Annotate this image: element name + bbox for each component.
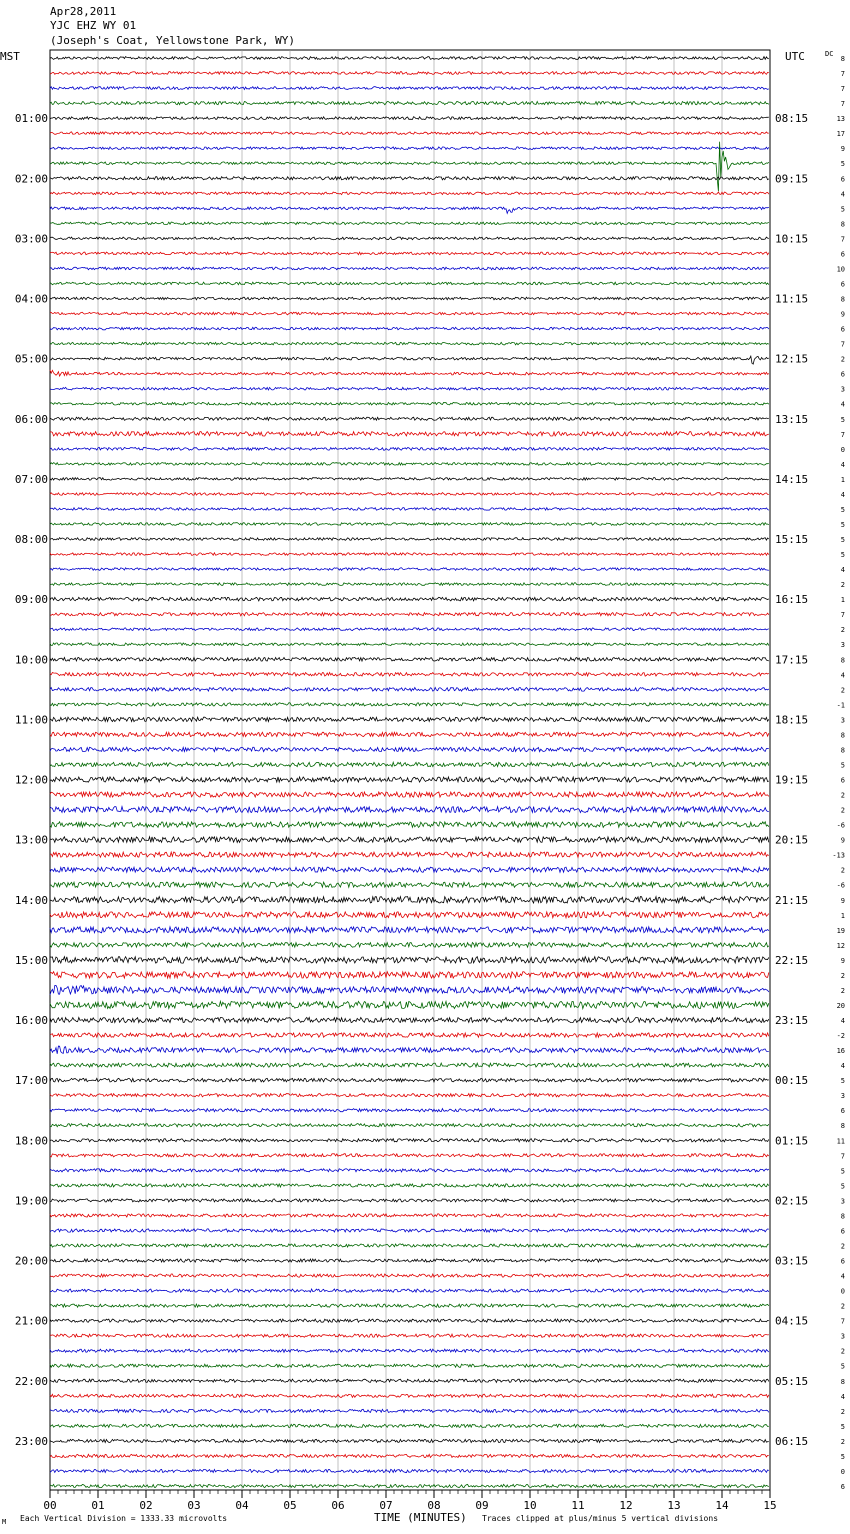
trace-31 [50,508,769,511]
trace-58 [50,912,769,918]
trace-45 [50,717,769,721]
mst-hour-label: 10:00 [14,653,48,667]
dc-offset-label: 2 [840,626,845,635]
utc-hour-label: 13:15 [775,412,809,426]
trace-94 [50,1454,769,1457]
dc-offset-label: 5 [840,505,845,514]
trace-59 [50,927,769,933]
dc-offset-label: 6 [840,1107,845,1116]
dc-offset-label: 5 [840,761,845,770]
utc-hour-label: 05:15 [775,1374,809,1388]
trace-40 [50,643,769,646]
trace-81 [50,1259,769,1262]
trace-27 [50,447,769,450]
dc-offset-label: 2 [840,986,845,995]
dc-offset-label: 4 [840,566,845,575]
trace-17 [50,297,769,300]
dc-offset-label: 0 [840,445,845,454]
x-tick-label: 01 [91,1499,105,1512]
trace-41 [50,658,769,662]
mst-hour-label: 06:00 [14,412,48,426]
trace-22 [50,370,769,376]
dc-offset-label: 2 [840,866,845,875]
x-tick-label: 03 [187,1499,201,1512]
mst-hour-label: 14:00 [14,893,48,907]
mst-hour-label: 04:00 [14,292,48,306]
mst-hour-label: 11:00 [14,713,48,727]
x-tick-label: 09 [475,1499,489,1512]
trace-12 [50,222,769,225]
dc-offset-label: 8 [840,1212,845,1221]
dc-offset-label: 5 [840,1452,845,1461]
dc-offset-label: 3 [840,1332,845,1341]
trace-18 [50,312,769,315]
mst-hour-label: 19:00 [14,1194,48,1208]
dc-offset-label: 2 [840,1302,845,1311]
trace-76 [50,1184,769,1187]
dc-offset-label: 6 [840,776,845,785]
trace-92 [50,1424,769,1427]
mst-hour-label: 16:00 [14,1014,48,1028]
trace-42 [50,673,769,677]
trace-83 [50,1289,769,1292]
trace-6 [50,132,769,135]
dc-offset-label: 8 [840,1122,845,1131]
trace-54 [50,852,769,857]
trace-51 [50,807,769,813]
trace-43 [50,688,769,692]
dc-offset-label: 2 [840,1407,845,1416]
plot-date: Apr28,2011 [50,5,117,18]
trace-15 [50,267,769,270]
utc-hour-label: 19:15 [775,773,809,787]
x-tick-label: 05 [283,1499,297,1512]
x-tick-label: 15 [763,1499,777,1512]
dc-offset-label: 2 [840,581,845,590]
dc-offset-label: 7 [840,100,845,109]
trace-72 [50,1124,769,1127]
dc-offset-label: 16 [836,1047,845,1056]
utc-hour-label: 03:15 [775,1254,809,1268]
trace-38 [50,613,769,616]
dc-offset-label: 4 [840,1017,845,1026]
dc-offset-label: 2 [840,971,845,980]
utc-hour-label: 21:15 [775,893,809,907]
dc-offset-label: 2 [840,355,845,364]
utc-hour-label: 10:15 [775,232,809,246]
dc-header-label: DC [825,50,834,58]
trace-2 [50,72,769,75]
dc-offset-label: -2 [836,1032,845,1041]
dc-offset-label: 13 [836,115,845,124]
dc-offset-label: 9 [840,836,845,845]
trace-50 [50,792,769,797]
dc-offset-label: 3 [840,716,845,725]
trace-39 [50,628,769,631]
trace-37 [50,597,769,601]
trace-34 [50,553,769,556]
dc-offset-label: 5 [840,1422,845,1431]
utc-hour-label: 06:15 [775,1434,809,1448]
left-axis-label: MST [0,50,20,63]
x-tick-label: 13 [667,1499,681,1512]
dc-offset-label: 2 [840,1242,845,1251]
dc-offset-label: -1 [836,701,845,710]
mst-hour-label: 02:00 [14,172,48,186]
utc-hour-label: 00:15 [775,1074,809,1088]
trace-9 [50,177,769,180]
trace-29 [50,478,769,481]
station-location: (Joseph's Coat, Yellowstone Park, WY) [50,34,296,47]
trace-10 [50,192,769,195]
dc-offset-label: 6 [840,370,845,379]
trace-75 [50,1169,769,1172]
trace-82 [50,1274,769,1277]
dc-offset-label: 8 [840,656,845,665]
dc-offset-label: 6 [840,1257,845,1266]
trace-44 [50,703,769,706]
dc-offset-label: 5 [840,1182,845,1191]
x-axis-label: TIME (MINUTES) [374,1511,467,1524]
trace-64 [50,1001,769,1008]
trace-69 [50,1078,769,1082]
dc-offset-label: 8 [840,731,845,740]
dc-offset-label: 0 [840,1287,845,1296]
trace-16 [50,282,769,285]
dc-offset-label: 3 [840,1092,845,1101]
mst-hour-label: 03:00 [14,232,48,246]
dc-offset-label: 6 [840,175,845,184]
utc-hour-label: 16:15 [775,593,809,607]
trace-93 [50,1439,769,1442]
dc-offset-label: 7 [840,235,845,244]
dc-offset-label: 19 [836,926,845,935]
utc-hour-label: 12:15 [775,352,809,366]
dc-offset-label: 17 [836,130,845,139]
dc-offset-label: 9 [840,145,845,154]
dc-offset-label: -6 [836,821,845,830]
trace-4 [50,102,769,105]
trace-86 [50,1334,769,1337]
mst-hour-label: 21:00 [14,1314,48,1328]
mst-hour-label: 07:00 [14,472,48,486]
dc-offset-label: 5 [840,1362,845,1371]
trace-25 [50,417,769,420]
trace-71 [50,1109,769,1112]
dc-offset-label: 9 [840,896,845,905]
dc-offset-label: 12 [836,941,845,950]
dc-offset-label: 10 [836,265,845,274]
trace-80 [50,1244,769,1247]
dc-offset-label: 3 [840,385,845,394]
dc-offset-label: 4 [840,671,845,680]
x-tick-label: 10 [523,1499,537,1512]
trace-3 [50,87,769,90]
trace-78 [50,1214,769,1217]
trace-87 [50,1349,769,1352]
trace-23 [50,387,769,390]
dc-offset-label: 7 [840,85,845,94]
trace-96 [50,1484,769,1487]
trace-90 [50,1394,769,1397]
trace-35 [50,568,769,571]
dc-offset-label: 2 [840,1437,845,1446]
dc-offset-label: 4 [840,1062,845,1071]
utc-hour-label: 11:15 [775,292,809,306]
dc-offset-label: 2 [840,1347,845,1356]
x-tick-label: 02 [139,1499,153,1512]
trace-30 [50,493,769,496]
trace-36 [50,583,769,586]
dc-offset-label: 9 [840,956,845,965]
dc-offset-label: 8 [840,295,845,304]
vertical-division-note: Each Vertical Division = 1333.33 microvolts [20,1514,228,1523]
mst-hour-label: 20:00 [14,1254,48,1268]
trace-57 [50,897,769,903]
trace-74 [50,1154,769,1157]
trace-62 [50,972,769,978]
dc-offset-label: 5 [840,1167,845,1176]
dc-offset-label: 3 [840,641,845,650]
x-tick-label: 07 [379,1499,393,1512]
dc-offset-label: 6 [840,325,845,334]
trace-63 [50,985,769,994]
trace-88 [50,1364,769,1367]
utc-hour-label: 23:15 [775,1014,809,1028]
trace-21 [50,356,769,364]
dc-offset-label: 0 [840,1467,845,1476]
mst-hour-label: 12:00 [14,773,48,787]
station-code: YJC EHZ WY 01 [50,19,137,32]
dc-offset-label: 8 [840,1377,845,1386]
right-axis-label: UTC [785,50,805,63]
x-tick-label: 14 [715,1499,729,1512]
mst-hour-label: 23:00 [14,1434,48,1448]
trace-61 [50,957,769,963]
x-tick-label: 11 [571,1499,585,1512]
trace-48 [50,762,769,766]
utc-hour-label: 09:15 [775,172,809,186]
trace-53 [50,837,769,843]
dc-offset-label: 6 [840,1483,845,1491]
trace-91 [50,1409,769,1412]
trace-26 [50,432,769,436]
trace-60 [50,943,769,948]
utc-hour-label: 22:15 [775,953,809,967]
trace-1 [50,57,769,60]
trace-32 [50,523,769,526]
dc-offset-label: 4 [840,190,845,199]
x-tick-label: 04 [235,1499,249,1512]
trace-95 [50,1469,769,1472]
utc-hour-label: 20:15 [775,833,809,847]
x-tick-label: 12 [619,1499,633,1512]
mst-hour-label: 05:00 [14,352,48,366]
dc-offset-label: 11 [836,1137,845,1146]
dc-offset-label: 1 [840,596,845,605]
trace-65 [50,1017,769,1022]
mst-hour-label: 22:00 [14,1374,48,1388]
trace-19 [50,327,769,330]
utc-hour-label: 17:15 [775,653,809,667]
trace-7 [50,147,769,150]
trace-49 [50,777,769,782]
x-tick-label: 00 [43,1499,57,1512]
dc-offset-label: 7 [840,611,845,620]
clip-note: Traces clipped at plus/minus 5 vertical divisions [482,1514,719,1523]
dc-offset-label: -6 [836,881,845,890]
dc-offset-label: 7 [840,1317,845,1326]
dc-offset-label: 4 [840,1272,845,1281]
dc-offset-label: 5 [840,205,845,214]
plot-frame [50,50,770,1490]
dc-offset-label: 2 [840,791,845,800]
mst-hour-label: 01:00 [14,112,48,126]
utc-hour-label: 04:15 [775,1314,809,1328]
dc-offset-label: 6 [840,280,845,289]
trace-24 [50,402,769,405]
trace-67 [50,1046,769,1054]
trace-14 [50,252,769,255]
utc-hour-label: 14:15 [775,472,809,486]
mst-hour-label: 18:00 [14,1134,48,1148]
dc-offset-label: 5 [840,415,845,424]
dc-offset-label: -13 [832,851,845,860]
utc-hour-label: 02:15 [775,1194,809,1208]
mst-hour-label: 08:00 [14,533,48,547]
trace-13 [50,237,769,240]
utc-hour-label: 01:15 [775,1134,809,1148]
trace-68 [50,1063,769,1067]
trace-46 [50,732,769,736]
mst-hour-label: 17:00 [14,1074,48,1088]
trace-56 [50,882,769,887]
mst-hour-label: 13:00 [14,833,48,847]
mst-hour-label: 15:00 [14,953,48,967]
dc-offset-label: 6 [840,250,845,259]
dc-offset-label: 4 [840,490,845,499]
dc-offset-label: 20 [836,1001,845,1010]
dc-offset-label: 9 [840,310,845,319]
dc-offset-label: 5 [840,536,845,545]
dc-offset-label: 7 [840,70,845,79]
dc-offset-label: 4 [840,460,845,469]
dc-offset-label: 6 [840,1227,845,1236]
x-tick-label: 08 [427,1499,441,1512]
dc-offset-label: 1 [840,911,845,920]
trace-66 [50,1033,769,1037]
dc-offset-label: 8 [840,746,845,755]
dc-offset-label: 5 [840,1077,845,1086]
corner-mark: M [2,1518,7,1526]
trace-55 [50,867,769,872]
dc-offset-label: 8 [840,220,845,229]
trace-47 [50,747,769,751]
mst-hour-label: 09:00 [14,593,48,607]
dc-offset-label: 7 [840,1152,845,1161]
trace-11 [50,207,769,213]
dc-offset-label: 2 [840,806,845,815]
dc-offset-label: 1 [840,475,845,484]
dc-offset-label: 4 [840,1392,845,1401]
dc-offset-label: 7 [840,430,845,439]
trace-79 [50,1229,769,1232]
dc-offset-label: 7 [840,340,845,349]
dc-offset-label: 4 [840,400,845,409]
dc-offset-label: 8 [840,55,845,63]
dc-offset-label: 5 [840,160,845,169]
trace-20 [50,342,769,345]
trace-84 [50,1304,769,1307]
trace-33 [50,538,769,541]
trace-77 [50,1199,769,1202]
trace-73 [50,1139,769,1142]
dc-offset-label: 2 [840,686,845,695]
trace-70 [50,1094,769,1097]
dc-offset-label: 5 [840,551,845,560]
trace-85 [50,1319,769,1322]
trace-89 [50,1379,769,1382]
x-tick-label: 06 [331,1499,345,1512]
utc-hour-label: 18:15 [775,713,809,727]
utc-hour-label: 08:15 [775,112,809,126]
trace-52 [50,822,769,828]
dc-offset-label: 3 [840,1197,845,1206]
dc-offset-label: 5 [840,520,845,529]
utc-hour-label: 15:15 [775,533,809,547]
trace-28 [50,463,769,466]
trace-5 [50,117,769,120]
